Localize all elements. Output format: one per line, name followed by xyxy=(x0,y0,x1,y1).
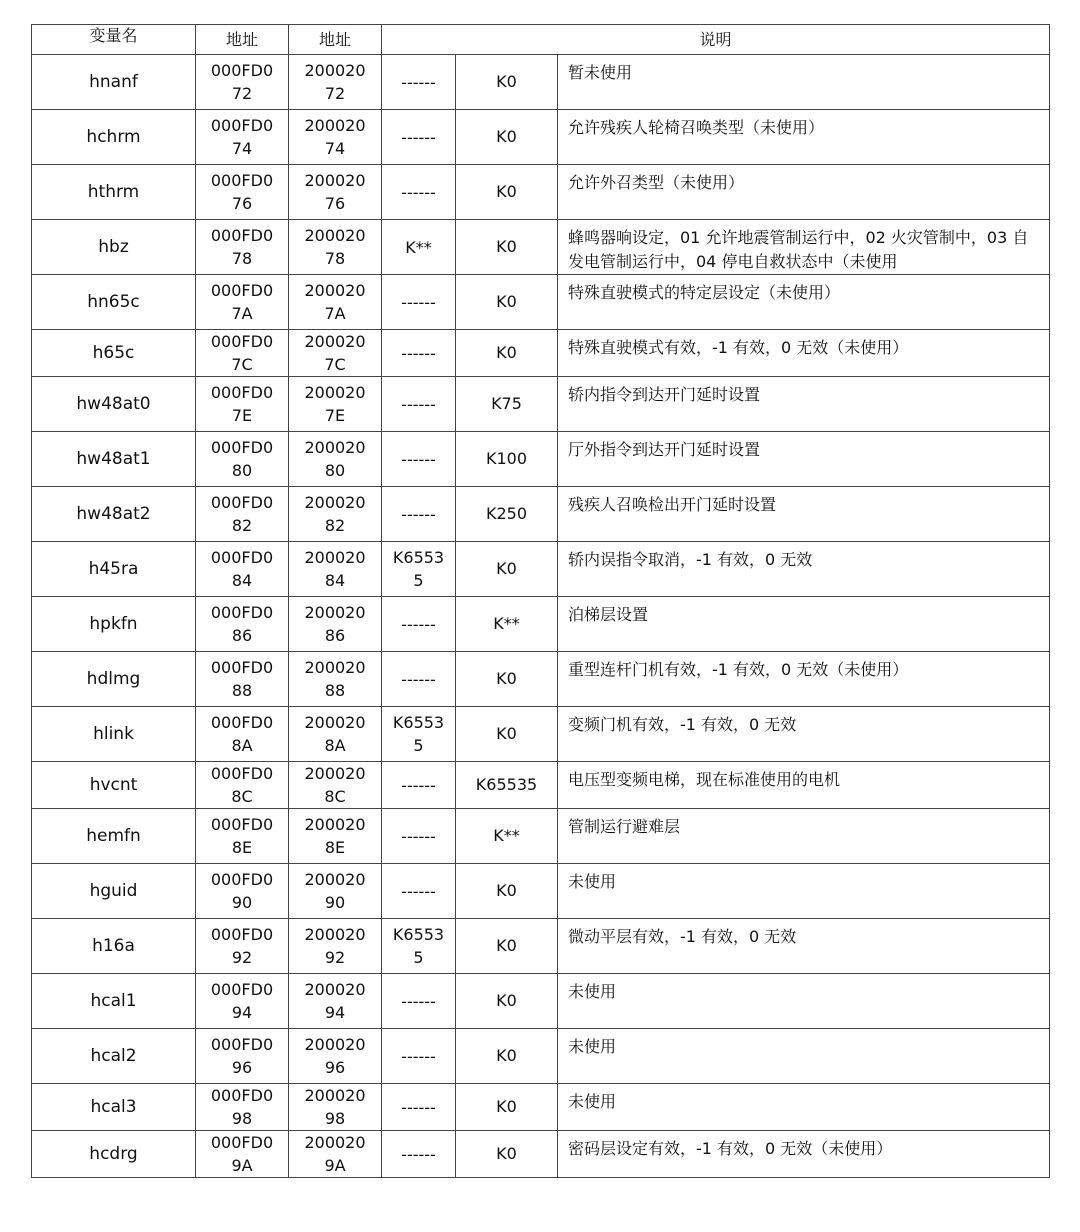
variable-table xyxy=(31,24,1050,1178)
value-cell: K0 xyxy=(456,707,558,762)
address-2-cell-line: 7A xyxy=(324,304,346,323)
address-1-cell xyxy=(196,55,289,110)
table-row xyxy=(32,919,1050,974)
value-cell: K65535 xyxy=(456,762,558,809)
variable-name-cell: h65c xyxy=(32,330,196,377)
address-1-cell-line: 7C xyxy=(231,355,253,374)
address-2-cell-line: 8C xyxy=(324,787,346,806)
value-cell: K250 xyxy=(456,487,558,542)
address-2-cell-line: 200020 xyxy=(304,1035,366,1054)
address-2-cell xyxy=(289,1084,382,1131)
table-row xyxy=(32,762,1050,809)
header-description: 说明 xyxy=(382,25,1050,55)
flag-cell: ------ xyxy=(382,377,456,432)
address-1-cell-line: 98 xyxy=(231,1109,253,1128)
address-1-cell-line: 000FD0 xyxy=(210,61,274,80)
value-cell: K100 xyxy=(456,432,558,487)
variable-name-cell: h16a xyxy=(32,919,196,974)
value-cell: K0 xyxy=(456,220,558,275)
table-row xyxy=(32,1084,1050,1131)
variable-name-cell: hguid xyxy=(32,864,196,919)
address-1-cell-line: 84 xyxy=(231,571,253,590)
variable-name-cell: hchrm xyxy=(32,110,196,165)
address-2-cell-line: 200020 xyxy=(304,603,366,622)
address-2-cell-line: 200020 xyxy=(304,281,366,300)
address-1-cell xyxy=(196,432,289,487)
table-row xyxy=(32,1029,1050,1084)
address-2-cell-line: 8E xyxy=(324,838,346,857)
description-cell: 暂未使用 xyxy=(558,55,1050,110)
variable-name-cell: hcdrg xyxy=(32,1131,196,1178)
address-2-cell-line: 74 xyxy=(324,139,346,158)
address-1-cell-line: 8E xyxy=(231,838,253,857)
address-1-cell xyxy=(196,707,289,762)
table-row xyxy=(32,597,1050,652)
value-cell: K0 xyxy=(456,652,558,707)
flag-cell: K65535 xyxy=(382,542,456,597)
address-1-cell xyxy=(196,165,289,220)
description-cell: 密码层设定有效，-1 有效，0 无效（未使用） xyxy=(558,1131,1050,1178)
address-2-cell xyxy=(289,220,382,275)
address-1-cell-line: 000FD0 xyxy=(210,713,274,732)
address-2-cell-line: 200020 xyxy=(304,980,366,999)
flag-cell: K** xyxy=(382,220,456,275)
value-cell: K0 xyxy=(456,165,558,220)
address-2-cell xyxy=(289,919,382,974)
address-1-cell-line: 94 xyxy=(231,1003,253,1022)
table-row xyxy=(32,864,1050,919)
address-2-cell-line: 200020 xyxy=(304,870,366,889)
flag-cell: ------ xyxy=(382,1029,456,1084)
variable-name-cell: hw48at2 xyxy=(32,487,196,542)
address-1-cell-line: 7E xyxy=(231,406,253,425)
description-cell: 管制运行避难层 xyxy=(558,809,1050,864)
description-cell: 厅外指令到达开门延时设置 xyxy=(558,432,1050,487)
address-1-cell xyxy=(196,220,289,275)
address-2-cell-line: 200020 xyxy=(304,383,366,402)
address-2-cell-line: 200020 xyxy=(304,226,366,245)
address-1-cell xyxy=(196,864,289,919)
description-cell: 重型连杆门机有效，-1 有效，0 无效（未使用） xyxy=(558,652,1050,707)
value-cell: K** xyxy=(456,809,558,864)
address-2-cell-line: 86 xyxy=(324,626,346,645)
address-1-cell xyxy=(196,330,289,377)
address-1-cell-line: 000FD0 xyxy=(210,1035,274,1054)
address-2-cell-line: 88 xyxy=(324,681,346,700)
address-2-cell xyxy=(289,974,382,1029)
address-2-cell-line: 9A xyxy=(324,1156,346,1175)
variable-name-cell: hpkfn xyxy=(32,597,196,652)
table-row xyxy=(32,809,1050,864)
address-2-cell xyxy=(289,1131,382,1178)
address-2-cell-line: 200020 xyxy=(304,116,366,135)
description-cell: 泊梯层设置 xyxy=(558,597,1050,652)
address-1-cell-line: 000FD0 xyxy=(210,764,274,783)
address-2-cell xyxy=(289,110,382,165)
address-2-cell-line: 200020 xyxy=(304,815,366,834)
address-1-cell-line: 8A xyxy=(231,736,253,755)
value-cell: K0 xyxy=(456,55,558,110)
address-1-cell-line: 000FD0 xyxy=(210,815,274,834)
description-cell: 轿内指令到达开门延时设置 xyxy=(558,377,1050,432)
address-1-cell xyxy=(196,487,289,542)
address-2-cell-line: 200020 xyxy=(304,61,366,80)
value-cell: K0 xyxy=(456,330,558,377)
address-1-cell xyxy=(196,652,289,707)
flag-cell: ------ xyxy=(382,55,456,110)
address-1-cell-line: 80 xyxy=(231,461,253,480)
address-1-cell-line: 76 xyxy=(231,194,253,213)
address-1-cell-line: 82 xyxy=(231,516,253,535)
table-row xyxy=(32,974,1050,1029)
address-2-cell-line: 80 xyxy=(324,461,346,480)
flag-cell: ------ xyxy=(382,809,456,864)
flag-cell: ------ xyxy=(382,487,456,542)
address-2-cell xyxy=(289,487,382,542)
flag-cell: ------ xyxy=(382,1084,456,1131)
variable-name-cell: hemfn xyxy=(32,809,196,864)
variable-name-cell: h45ra xyxy=(32,542,196,597)
address-1-cell-line: 000FD0 xyxy=(210,171,274,190)
address-1-cell-line: 92 xyxy=(231,948,253,967)
address-2-cell-line: 98 xyxy=(324,1109,346,1128)
variable-name-cell: hn65c xyxy=(32,275,196,330)
value-cell: K0 xyxy=(456,864,558,919)
address-1-cell-line: 000FD0 xyxy=(210,332,274,351)
variable-name-cell: hnanf xyxy=(32,55,196,110)
flag-cell: ------ xyxy=(382,110,456,165)
header-address-1: 地址 xyxy=(196,25,289,55)
address-2-cell xyxy=(289,762,382,809)
address-1-cell-line: 000FD0 xyxy=(210,548,274,567)
flag-cell: ------ xyxy=(382,762,456,809)
address-2-cell xyxy=(289,330,382,377)
header-address-2: 地址 xyxy=(289,25,382,55)
value-cell: K0 xyxy=(456,919,558,974)
variable-name-cell: hvcnt xyxy=(32,762,196,809)
address-2-cell xyxy=(289,597,382,652)
address-1-cell-line: 90 xyxy=(231,893,253,912)
address-2-cell-line: 92 xyxy=(324,948,346,967)
address-2-cell xyxy=(289,809,382,864)
address-1-cell-line: 74 xyxy=(231,139,253,158)
description-cell: 未使用 xyxy=(558,1084,1050,1131)
address-1-cell-line: 000FD0 xyxy=(210,226,274,245)
address-1-cell xyxy=(196,377,289,432)
address-2-cell-line: 200020 xyxy=(304,1133,366,1152)
address-2-cell xyxy=(289,864,382,919)
table-row xyxy=(32,110,1050,165)
address-1-cell-line: 000FD0 xyxy=(210,980,274,999)
address-1-cell-line: 86 xyxy=(231,626,253,645)
table-row xyxy=(32,165,1050,220)
value-cell: K0 xyxy=(456,1029,558,1084)
address-1-cell-line: 72 xyxy=(231,84,253,103)
flag-cell: ------ xyxy=(382,864,456,919)
table-row xyxy=(32,707,1050,762)
address-2-cell-line: 200020 xyxy=(304,658,366,677)
flag-cell: ------ xyxy=(382,652,456,707)
address-1-cell xyxy=(196,542,289,597)
variable-name-cell: hw48at0 xyxy=(32,377,196,432)
address-2-cell-line: 200020 xyxy=(304,438,366,457)
description-cell: 轿内误指令取消，-1 有效，0 无效 xyxy=(558,542,1050,597)
flag-cell: K65535 xyxy=(382,919,456,974)
address-2-cell xyxy=(289,275,382,330)
address-1-cell-line: 000FD0 xyxy=(210,603,274,622)
address-2-cell xyxy=(289,707,382,762)
table-row xyxy=(32,652,1050,707)
table-row xyxy=(32,55,1050,110)
table-row xyxy=(32,377,1050,432)
description-cell: 未使用 xyxy=(558,974,1050,1029)
address-2-cell xyxy=(289,542,382,597)
address-2-cell-line: 200020 xyxy=(304,171,366,190)
description-cell: 允许残疾人轮椅召唤类型（未使用） xyxy=(558,110,1050,165)
flag-cell: ------ xyxy=(382,165,456,220)
value-cell: K0 xyxy=(456,1131,558,1178)
address-2-cell-line: 7C xyxy=(324,355,346,374)
address-1-cell-line: 000FD0 xyxy=(210,1133,274,1152)
address-1-cell-line: 000FD0 xyxy=(210,925,274,944)
address-1-cell xyxy=(196,275,289,330)
address-1-cell-line: 000FD0 xyxy=(210,658,274,677)
flag-cell: ------ xyxy=(382,1131,456,1178)
address-2-cell xyxy=(289,1029,382,1084)
address-1-cell xyxy=(196,110,289,165)
address-1-cell-line: 96 xyxy=(231,1058,253,1077)
table-row xyxy=(32,275,1050,330)
table-row xyxy=(32,1131,1050,1178)
header-variable-name: 变量名 xyxy=(32,25,196,55)
address-1-cell xyxy=(196,1084,289,1131)
address-2-cell-line: 84 xyxy=(324,571,346,590)
description-cell: 残疾人召唤检出开门延时设置 xyxy=(558,487,1050,542)
value-cell: K0 xyxy=(456,974,558,1029)
address-2-cell-line: 200020 xyxy=(304,764,366,783)
flag-cell: ------ xyxy=(382,330,456,377)
address-1-cell-line: 000FD0 xyxy=(210,438,274,457)
address-2-cell-line: 72 xyxy=(324,84,346,103)
variable-name-cell: hcal1 xyxy=(32,974,196,1029)
variable-name-cell: hcal3 xyxy=(32,1084,196,1131)
address-1-cell xyxy=(196,597,289,652)
address-2-cell-line: 200020 xyxy=(304,548,366,567)
description-cell: 变频门机有效，-1 有效，0 无效 xyxy=(558,707,1050,762)
address-2-cell-line: 200020 xyxy=(304,713,366,732)
table-header-row xyxy=(32,25,1050,55)
value-cell: K0 xyxy=(456,275,558,330)
address-1-cell-line: 000FD0 xyxy=(210,383,274,402)
address-1-cell xyxy=(196,1029,289,1084)
description-cell: 未使用 xyxy=(558,864,1050,919)
address-1-cell xyxy=(196,1131,289,1178)
address-2-cell-line: 78 xyxy=(324,249,346,268)
address-2-cell-line: 82 xyxy=(324,516,346,535)
address-2-cell-line: 7E xyxy=(324,406,346,425)
table-row xyxy=(32,432,1050,487)
address-1-cell xyxy=(196,762,289,809)
variable-name-cell: hdlmg xyxy=(32,652,196,707)
value-cell: K0 xyxy=(456,542,558,597)
description-cell: 蜂鸣器响设定，01 允许地震管制运行中，02 火灾管制中，03 自发电管制运行中，04 停电自救状态中（未使用 xyxy=(558,220,1050,275)
address-2-cell xyxy=(289,377,382,432)
address-2-cell xyxy=(289,165,382,220)
variable-name-cell: hlink xyxy=(32,707,196,762)
flag-cell: K65535 xyxy=(382,707,456,762)
address-1-cell-line: 000FD0 xyxy=(210,493,274,512)
address-2-cell-line: 76 xyxy=(324,194,346,213)
flag-cell: ------ xyxy=(382,432,456,487)
address-1-cell xyxy=(196,974,289,1029)
table-row xyxy=(32,220,1050,275)
address-2-cell xyxy=(289,55,382,110)
address-2-cell-line: 200020 xyxy=(304,925,366,944)
address-2-cell-line: 96 xyxy=(324,1058,346,1077)
table-body xyxy=(32,55,1050,1178)
address-1-cell-line: 78 xyxy=(231,249,253,268)
address-2-cell-line: 200020 xyxy=(304,1086,366,1105)
table-row xyxy=(32,542,1050,597)
address-2-cell-line: 8A xyxy=(324,736,346,755)
address-1-cell-line: 9A xyxy=(231,1156,253,1175)
table-row xyxy=(32,330,1050,377)
value-cell: K0 xyxy=(456,110,558,165)
address-1-cell-line: 7A xyxy=(231,304,253,323)
address-2-cell-line: 200020 xyxy=(304,493,366,512)
description-cell: 未使用 xyxy=(558,1029,1050,1084)
flag-cell: ------ xyxy=(382,974,456,1029)
address-1-cell-line: 8C xyxy=(231,787,253,806)
address-1-cell-line: 000FD0 xyxy=(210,281,274,300)
description-cell: 特殊直驶模式的特定层设定（未使用） xyxy=(558,275,1050,330)
description-cell: 特殊直驶模式有效，-1 有效，0 无效（未使用） xyxy=(558,330,1050,377)
table-row xyxy=(32,487,1050,542)
address-1-cell xyxy=(196,919,289,974)
variable-name-cell: hw48at1 xyxy=(32,432,196,487)
address-2-cell-line: 94 xyxy=(324,1003,346,1022)
description-cell: 允许外召类型（未使用） xyxy=(558,165,1050,220)
flag-cell: ------ xyxy=(382,597,456,652)
variable-name-cell: hthrm xyxy=(32,165,196,220)
address-1-cell xyxy=(196,809,289,864)
value-cell: K75 xyxy=(456,377,558,432)
address-1-cell-line: 000FD0 xyxy=(210,1086,274,1105)
value-cell: K** xyxy=(456,597,558,652)
address-1-cell-line: 000FD0 xyxy=(210,870,274,889)
variable-name-cell: hcal2 xyxy=(32,1029,196,1084)
address-2-cell-line: 200020 xyxy=(304,332,366,351)
flag-cell: ------ xyxy=(382,275,456,330)
value-cell: K0 xyxy=(456,1084,558,1131)
address-1-cell-line: 000FD0 xyxy=(210,116,274,135)
address-2-cell-line: 90 xyxy=(324,893,346,912)
variable-name-cell: hbz xyxy=(32,220,196,275)
description-cell: 微动平层有效，-1 有效，0 无效 xyxy=(558,919,1050,974)
address-2-cell xyxy=(289,432,382,487)
address-2-cell xyxy=(289,652,382,707)
description-cell: 电压型变频电梯，现在标准使用的电机 xyxy=(558,762,1050,809)
address-1-cell-line: 88 xyxy=(231,681,253,700)
